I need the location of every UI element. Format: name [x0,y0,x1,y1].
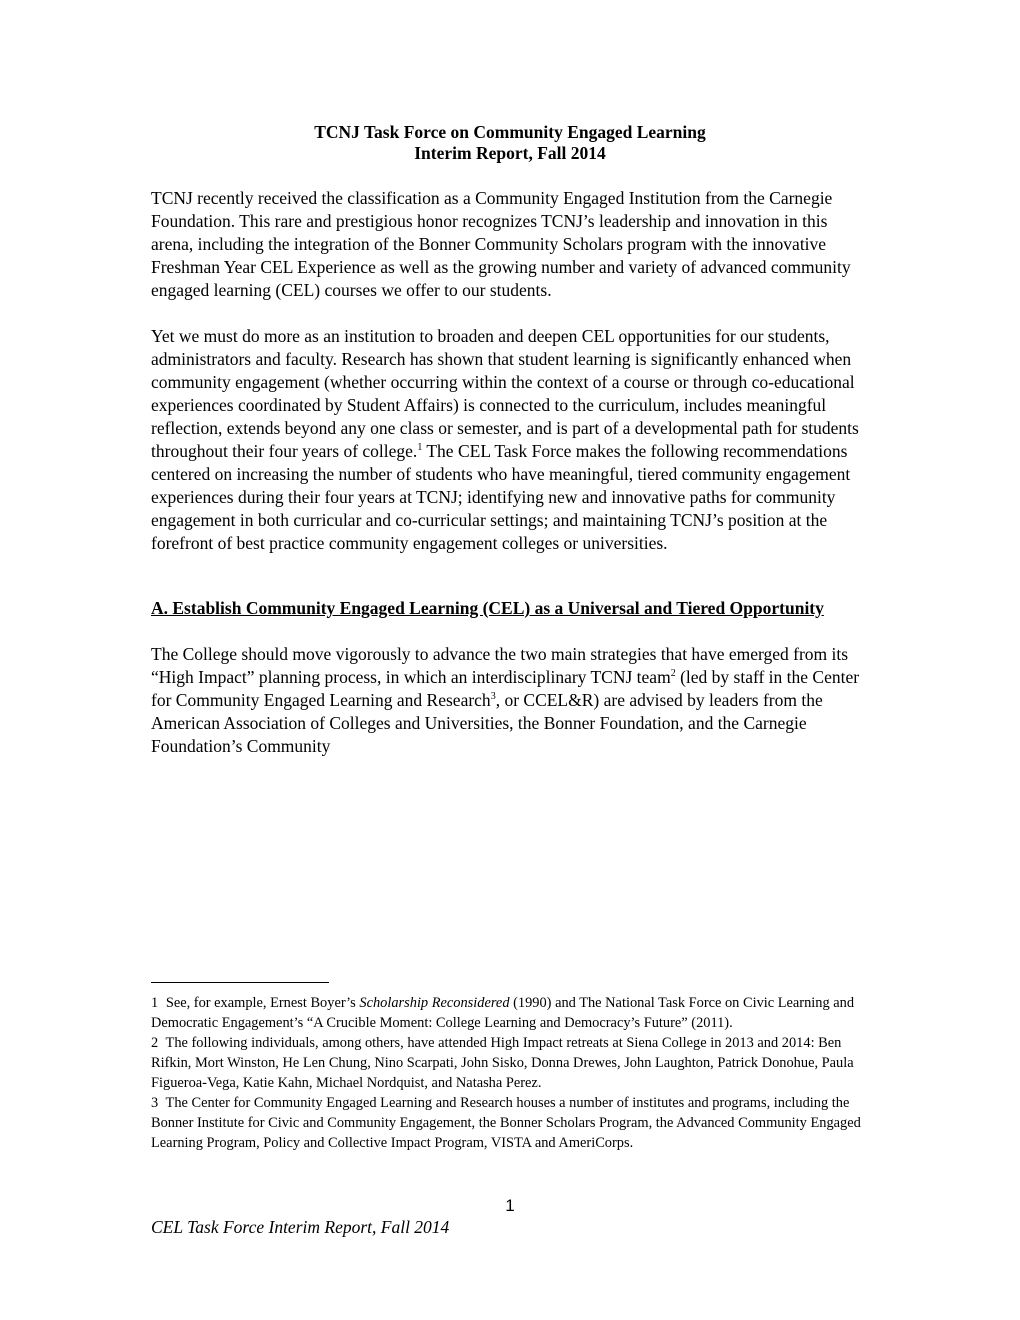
footnote-ref-1: 1 [417,442,423,454]
document-subtitle: Interim Report, Fall 2014 [414,143,606,163]
footnote-text: (1990) and The National Task Force on Civic Learning and Democratic Engagement’s “A Crucible Moment: College Learning and Democracy’s Future” (2011). [151,995,855,1031]
footnote-ref-2: 2 [670,668,676,680]
paragraph-research [151,325,869,555]
section-a-heading: A. Establish Community Engaged Learning (CEL) as a Universal and Tiered Opportunity [151,598,824,618]
document-title: TCNJ Task Force on Community Engaged Learning [314,122,706,142]
footnote-ref-3: 3 [490,691,496,703]
footnote-3 [151,1093,873,1153]
footnote-number: 1 [151,995,159,1011]
footnote-text: See, for example, Ernest Boyer’s [165,995,360,1011]
paragraph-research-text-2: The CEL Task Force makes the following recommendations centered on increasing the number of students who have meaningful, tiered community engagement experiences during their four years at TCNJ; identifying new and innovative paths for community engagement in both curricular and co-curricular settings; and maintaining TCNJ’s position at the forefront of best practice community engagement colleges or universities. [151,441,851,553]
paragraph-intro-text: TCNJ recently received the classification as a Community Engaged Institution from the Carnegie Foundation. This rare and prestigious honor recognizes TCNJ’s leadership and innovation in this arena, including the integration of the Bonner Community Scholars program with the innovative Freshman Year CEL Experience as well as the growing number and variety of advanced community engaged learning (CEL) courses we offer to our students. [151,188,851,300]
footnotes [151,993,873,1153]
footnote-number: 3 [151,1095,159,1111]
running-footer: CEL Task Force Interim Report, Fall 2014 [151,1217,450,1237]
paragraph-strategies-text-2: (led by staff in the Center for Community Engaged Learning and Research [151,667,860,710]
paragraph-research-text-1: Yet we must do more as an institution to broaden and deepen CEL opportunities for our students, administrators and faculty. Research has shown that student learning is significantly enhanced when community engagement (whether occurring within the context of a course or through co-educational experiences coordinated by Student Affairs) is connected to the curriculum, includes meaningful reflection, extends beyond any one class or semester, and is part of a developmental path for students throughout their four years of college. [151,326,859,461]
paragraph-intro [151,187,869,302]
footnote-separator [151,982,329,983]
footnote-text: The Center for Community Engaged Learning and Research houses a number of institutes and programs, including the Bonner Institute for Civic and Community Engagement, the Bonner Scholars Program, the Advanced Community Engaged Learning Program, Policy and Collective Impact Program, VISTA and AmeriCorps. [151,1095,861,1151]
footnote-text: The following individuals, among others, have attended High Impact retreats at Siena College in 2013 and 2014: Ben Rifkin, Mort Winston, He Len Chung, Nino Scarpati, John Sisko, Donna Drewes, John Laughton, Patrick Donohue, Paula Figueroa-Vega, Katie Kahn, Michael Nordquist, and Natasha Perez. [151,1035,854,1091]
main-content [151,122,869,758]
paragraph-strategies-text-3: , or CCEL&R) are advised by leaders from the American Association of Colleges and Universities, the Bonner Foundation, and the Carnegie Foundation’s Community [151,690,823,756]
paragraph-strategies [151,643,869,758]
footnote-1 [151,993,873,1033]
paragraph-strategies-text-1: The College should move vigorously to advance the two main strategies that have emerged from its “High Impact” planning process, in which an interdisciplinary TCNJ team [151,644,849,687]
footnote-book-title: Scholarship Reconsidered [359,995,510,1011]
footnote-number: 2 [151,1035,159,1051]
footnote-2 [151,1033,873,1093]
page-number: 1 [505,1196,515,1215]
